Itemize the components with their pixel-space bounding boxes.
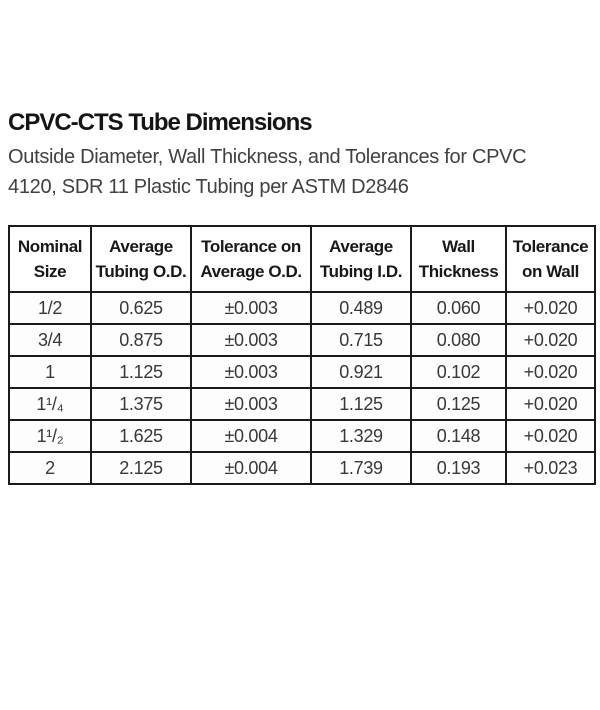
table-header-row [9, 226, 595, 292]
cell-tolerance-od: ±0.003 [191, 356, 311, 388]
cell-average-od: 1.125 [91, 356, 191, 388]
cell-nominal-size: 1 [9, 356, 91, 388]
col-header-wall-thickness [411, 226, 506, 292]
header-line: Tubing I.D. [319, 262, 403, 281]
cell-average-id: 1.739 [311, 452, 411, 484]
subtitle-line-1: Outside Diameter, Wall Thickness, and Tolerances for CPVC [8, 146, 527, 168]
cell-tolerance-wall: +0.020 [506, 388, 595, 420]
table-row [9, 292, 595, 324]
header-line: Wall [442, 237, 475, 256]
cell-tolerance-wall: +0.020 [506, 420, 595, 452]
table-row [9, 388, 595, 420]
cell-tolerance-wall: +0.020 [506, 356, 595, 388]
cell-wall-thickness: 0.102 [411, 356, 506, 388]
header-line: Nominal [17, 237, 83, 256]
spec-sheet [0, 110, 600, 485]
header-line: Average [329, 237, 393, 256]
cell-tolerance-od: ±0.003 [191, 324, 311, 356]
header-line: on Wall [521, 262, 579, 281]
cell-tolerance-od: ±0.003 [191, 388, 311, 420]
cell-average-od: 0.875 [91, 324, 191, 356]
table-header [9, 226, 595, 292]
cell-average-id: 0.489 [311, 292, 411, 324]
cell-nominal-size: 2 [9, 452, 91, 484]
table-row [9, 324, 595, 356]
col-header-tolerance-average-od [191, 226, 311, 292]
cell-average-od: 0.625 [91, 292, 191, 324]
cell-average-od: 2.125 [91, 452, 191, 484]
header-line: Average O.D. [200, 262, 302, 281]
header-line: Size [33, 262, 67, 281]
cell-average-od: 1.375 [91, 388, 191, 420]
cell-nominal-size: 3/4 [9, 324, 91, 356]
page-title: CPVC-CTS Tube Dimensions [8, 109, 312, 136]
header-line: Average [109, 237, 173, 256]
subtitle-line-2: 4120, SDR 11 Plastic Tubing per ASTM D2846 [8, 176, 409, 198]
col-header-nominal-size [9, 226, 91, 292]
page-subtitle [8, 142, 594, 202]
col-header-average-tubing-id [311, 226, 411, 292]
header-line: Tolerance [512, 237, 589, 256]
col-header-average-tubing-od [91, 226, 191, 292]
cell-average-id: 1.329 [311, 420, 411, 452]
table-row [9, 452, 595, 484]
cell-average-id: 1.125 [311, 388, 411, 420]
cell-wall-thickness: 0.080 [411, 324, 506, 356]
cell-tolerance-od: ±0.004 [191, 420, 311, 452]
table-body [9, 292, 595, 484]
cell-tolerance-od: ±0.003 [191, 292, 311, 324]
col-header-tolerance-on-wall [506, 226, 595, 292]
cell-average-id: 0.715 [311, 324, 411, 356]
cell-nominal-size: 1¹/₂ [9, 420, 91, 452]
cell-tolerance-wall: +0.023 [506, 452, 595, 484]
cell-nominal-size: 1/2 [9, 292, 91, 324]
cell-wall-thickness: 0.125 [411, 388, 506, 420]
tube-dimensions-table [8, 225, 596, 485]
cell-tolerance-wall: +0.020 [506, 292, 595, 324]
cell-tolerance-od: ±0.004 [191, 452, 311, 484]
header-line: Tubing O.D. [95, 262, 187, 281]
cell-nominal-size: 1¹/₄ [9, 388, 91, 420]
cell-wall-thickness: 0.193 [411, 452, 506, 484]
table-row [9, 420, 595, 452]
cell-average-id: 0.921 [311, 356, 411, 388]
header-line: Thickness [418, 262, 499, 281]
cell-tolerance-wall: +0.020 [506, 324, 595, 356]
cell-wall-thickness: 0.148 [411, 420, 506, 452]
cell-wall-thickness: 0.060 [411, 292, 506, 324]
header-line: Tolerance on [201, 237, 301, 256]
table-row [9, 356, 595, 388]
cell-average-od: 1.625 [91, 420, 191, 452]
